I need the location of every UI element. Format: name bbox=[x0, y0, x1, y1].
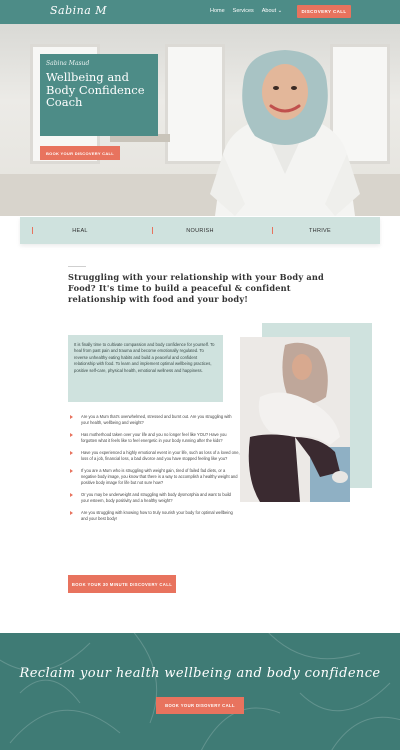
hero-title: Wellbeing and Body Confidence Coach bbox=[46, 70, 145, 109]
leaf-pattern-background bbox=[0, 633, 400, 750]
pillar-divider bbox=[32, 227, 33, 234]
arrow-right-icon bbox=[70, 493, 73, 497]
arrow-right-icon bbox=[70, 469, 73, 473]
list-item bbox=[70, 450, 240, 463]
nav-links bbox=[210, 8, 282, 14]
pillars-bar bbox=[20, 217, 380, 244]
arrow-right-icon bbox=[70, 415, 73, 419]
list-item-text: Are you a Mum that's overwhelmed, stressed and burnt out. Are you struggling with your health, wellbeing and weight? bbox=[81, 414, 232, 426]
list-item bbox=[70, 510, 240, 523]
nav-link-home[interactable]: Home bbox=[210, 8, 225, 14]
arrow-right-icon bbox=[70, 511, 73, 515]
list-item bbox=[70, 414, 240, 427]
list-item bbox=[70, 468, 240, 487]
nav-discovery-call-button[interactable]: DISCOVERY CALL bbox=[297, 5, 351, 18]
top-navigation bbox=[0, 0, 400, 24]
book-30-minute-call-button[interactable]: BOOK YOUR 30 MINUTE DISCOVERY CALL bbox=[68, 575, 176, 593]
pillar-divider bbox=[152, 227, 153, 234]
pillar-label: THRIVE bbox=[309, 227, 331, 234]
woman-stretching-photo bbox=[240, 337, 350, 502]
list-item bbox=[70, 492, 240, 505]
cta-band bbox=[0, 633, 400, 750]
hero-discovery-call-button[interactable]: BOOK YOUR DISCOVERY CALL bbox=[40, 146, 120, 160]
list-item-text: Or you may be underweight and struggling with body dysmorphia and want to build your esteem, body positivity and a healthy weight? bbox=[81, 491, 231, 504]
site-logo[interactable]: Sabina M bbox=[50, 4, 108, 17]
pillar-label: NOURISH bbox=[186, 227, 214, 234]
list-item-text: Are you struggling with knowing how to truly nourish your body for optimal wellbeing and your best body! bbox=[81, 509, 233, 522]
hero-script-name: Sabina Masud bbox=[46, 60, 90, 67]
band-discovery-call-button[interactable]: BOOK YOUR DISOVERY CALL bbox=[156, 697, 244, 714]
list-item-text: Have you experienced a highly emotional event in your life, such as loss of a loved one, loss of a job, financial loss, a bad divorce and you have stopped feeling like you? bbox=[81, 449, 240, 462]
nav-link-about[interactable]: About ⌄ bbox=[261, 8, 283, 14]
list-item-text: Has motherhood taken over your life and you no longer feel like YOU? Have you forgotten what it feels like to feel energetic in your body running after the kids? bbox=[81, 431, 227, 444]
arrow-right-icon bbox=[70, 433, 73, 437]
coach-portrait bbox=[205, 44, 365, 216]
stretching-illustration bbox=[240, 337, 350, 502]
arrow-right-icon bbox=[70, 451, 73, 455]
pillar-nourish bbox=[140, 217, 260, 244]
intro-box: It is finally time to cultivate compassion and body confidence for yourself. To heal from past pain and trauma and become emotionally regulated. To reverse unhealthy eating habits and build a peaceful and confident relationship with food. To learn and implement optimal wellbeing practices, positive self-care, physical health, emotional wellness and happiness. bbox=[68, 335, 223, 402]
list-item-text: If you are a Mum who is struggling with weight gain, tired of failed fad diets, or a negative body image, you know that there is a way to accomplish a healthy weight and positive body image for life but not sure how? bbox=[81, 467, 238, 486]
section-divider bbox=[68, 266, 86, 267]
hero-title-card bbox=[40, 54, 158, 136]
pillar-divider bbox=[272, 227, 273, 234]
nav-link-services[interactable]: Services bbox=[232, 8, 254, 14]
hero-section bbox=[0, 24, 400, 216]
band-title: Reclaim your health wellbeing and body confidence bbox=[19, 666, 381, 681]
section-heading: Struggling with your relationship with your Body and Food? It's time to build a peaceful & confident relationship with food and your body! bbox=[68, 272, 324, 304]
pillar-heal bbox=[20, 217, 140, 244]
pillar-thrive bbox=[260, 217, 380, 244]
struggle-list bbox=[70, 414, 240, 528]
pillar-label: HEAL bbox=[72, 227, 88, 234]
list-item bbox=[70, 432, 240, 445]
